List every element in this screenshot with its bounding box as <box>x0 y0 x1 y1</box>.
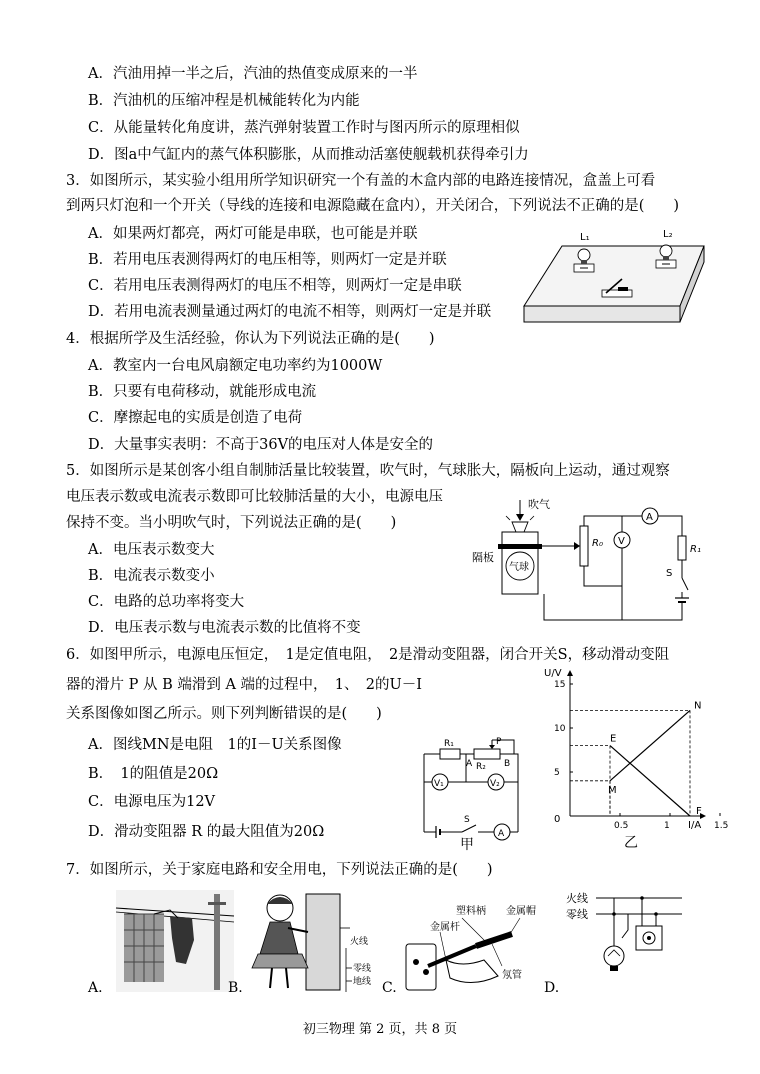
point-label-F: F <box>696 806 702 817</box>
q6-option-d: D．滑动变阻器 R 的最大阻值为20Ω <box>88 824 325 840</box>
q7-label-b: B. <box>228 980 243 996</box>
q6-circuit-figure <box>418 736 534 853</box>
q6-circuit-caption: 甲 <box>460 837 474 853</box>
q5-option-c: C．电路的总功率将变大 <box>88 594 245 610</box>
q7-c-rod-label: 金属杆 <box>430 922 460 933</box>
q3-option-d: D．若用电流表测量通过两灯的电流不相等，则两灯一定是并联 <box>88 304 492 320</box>
q6-r2-label: R₂ <box>476 762 486 772</box>
q6-ammeter-label: A <box>498 829 505 839</box>
q7-label-a: A. <box>88 980 103 996</box>
q7-figure-c <box>402 904 552 996</box>
graph-x-label: I/A <box>688 820 702 831</box>
q6-graph-caption: 乙 <box>624 835 638 851</box>
q7-figure-b <box>250 888 380 996</box>
q3-stem-line1: 3．如图所示，某实验小组用所学知识研究一个有盖的木盒内部的电路连接情况，盒盖上可看 <box>66 173 656 189</box>
q4-stem: 4．根据所学及生活经验，你认为下列说法正确的是( ) <box>66 331 435 347</box>
q5-option-b: B．电流表示数变小 <box>88 568 215 584</box>
q7-figure-d <box>566 890 684 998</box>
graph-y-arrow <box>567 670 573 676</box>
q6-r1-label: R₁ <box>444 739 454 749</box>
q4-option-d: D．大量事实表明：不高于36V的电压对人体是安全的 <box>88 437 434 453</box>
y-tick-label: 15 <box>554 680 566 690</box>
q6-stem-line1: 6．如图甲所示，电源电压恒定， 1是定值电阻， 2是滑动变阻器，闭合开关S，移动滑动变阻 <box>66 647 670 663</box>
q7-figure-a <box>116 890 234 992</box>
q5-ammeter-label: A <box>646 512 653 523</box>
point-label-E: E <box>610 733 617 745</box>
q5-partition-label: 隔板 <box>472 551 494 564</box>
q2-option-b: B．汽油机的压缩冲程是机械能转化为内能 <box>88 93 360 109</box>
q5-voltmeter-label: V <box>618 536 625 547</box>
q2-option-c: C．从能量转化角度讲，蒸汽弹射装置工作时与图丙所示的原理相似 <box>88 120 520 136</box>
q7-d-fire-label: 火线 <box>566 892 588 905</box>
q3-option-a: A．如果两灯都亮，两灯可能是串联，也可能是并联 <box>88 226 418 242</box>
point-label-M: M <box>608 784 617 796</box>
q3-option-c: C．若用电压表测得两灯的电压不相等，则两灯一定是串联 <box>88 278 462 294</box>
q7-label-c: C. <box>382 980 397 996</box>
q6-end-a-label: A <box>466 759 473 769</box>
series-line-1 <box>610 746 690 816</box>
x-tick-label: 1 <box>664 821 670 831</box>
y-tick-label: 5 <box>554 768 560 778</box>
q3-stem-line2: 到两只灯泡和一个开关（导线的连接和电源隐藏在盒内），开关闭合，下列说法不正确的是( ) <box>66 198 680 214</box>
q7-b-fire-label: 火线 <box>350 937 369 947</box>
y-tick-label: 10 <box>554 724 566 734</box>
page-footer: 初三物理 第 2 页，共 8 页 <box>302 1022 458 1037</box>
q5-device-figure <box>472 494 712 634</box>
q4-option-a: A．教室内一台电风扇额定电功率约为1000W <box>88 358 383 374</box>
q6-graph-figure <box>538 664 729 851</box>
q2-option-a: A．汽油用掉一半之后，汽油的热值变成原来的一半 <box>88 66 418 82</box>
q6-end-b-label: B <box>504 759 511 769</box>
q7-label-d: D. <box>544 980 560 996</box>
q5-r0-label: R₀ <box>592 538 603 549</box>
q6-stem-line3: 关系图像如图乙所示。则下列判断错误的是( ) <box>66 706 382 722</box>
point-label-N: N <box>694 700 702 712</box>
q7-b-earth-label: 地线 <box>353 977 372 987</box>
q4-option-b: B．只要有电荷移动，就能形成电流 <box>88 384 317 400</box>
q3-option-b: B．若用电压表测得两灯的电压相等，则两灯一定是并联 <box>88 252 447 268</box>
q7-c-plastic-label: 塑料柄 <box>456 906 486 917</box>
q5-option-d: D．电压表示数与电流表示数的比值将不变 <box>88 620 361 636</box>
q4-option-c: C．摩擦起电的实质是创造了电荷 <box>88 410 303 426</box>
q5-blow-label: 吹气 <box>528 498 550 511</box>
q6-option-c: C．电源电压为12V <box>88 794 216 810</box>
q5-stem-line1: 5．如图所示是某创客小组自制肺活量比较装置，吹气时，气球胀大，隔板向上运动，通过观察 <box>66 463 670 479</box>
x-tick-label: 0.5 <box>614 821 629 831</box>
graph-origin-label: 0 <box>554 814 561 825</box>
q7-c-cap-label: 金属帽 <box>506 906 536 917</box>
graph-y-label: U/V <box>544 668 562 679</box>
series-line-0 <box>610 710 690 780</box>
q3-box-figure <box>522 222 712 328</box>
q6-stem-line2: 器的滑片 P 从 B 端滑到 A 端的过程中， 1、 2的U－I <box>66 677 422 693</box>
q6-switch-label: S <box>464 815 470 825</box>
q7-c-neon-label: 氖管 <box>502 970 522 981</box>
q6-option-a: A．图线MN是电阻 1的I－U关系图像 <box>88 737 342 753</box>
q7-b-zero-label: 零线 <box>353 964 372 974</box>
q3-lamp1-label: L₁ <box>580 232 590 243</box>
q5-balloon-label: 气球 <box>509 562 529 573</box>
q7-d-zero-label: 零线 <box>566 908 588 921</box>
q3-lamp2-label: L₂ <box>663 229 673 240</box>
q7-stem: 7．如图所示，关于家庭电路和安全用电，下列说法正确的是( ) <box>66 862 493 878</box>
q6-option-b: B． 1的阻值是20Ω <box>88 766 219 782</box>
q5-r1-label: R₁ <box>690 544 701 555</box>
x-tick-label: 1.5 <box>714 821 729 831</box>
q5-option-a: A．电压表示数变大 <box>88 542 215 558</box>
q5-switch-label: S <box>666 568 673 579</box>
q6-v1-label: V₁ <box>434 779 444 789</box>
q6-slider-label: P <box>496 737 502 747</box>
q2-option-d: D．图a中气缸内的蒸气体积膨胀，从而推动活塞使舰载机获得牵引力 <box>88 147 529 163</box>
q5-stem-line2: 电压表示数或电流表示数即可比较肺活量的大小，电源电压 <box>66 489 443 505</box>
q6-v2-label: V₂ <box>490 779 500 789</box>
q5-stem-line3: 保持不变。当小明吹气时，下列说法正确的是( ) <box>66 515 397 531</box>
